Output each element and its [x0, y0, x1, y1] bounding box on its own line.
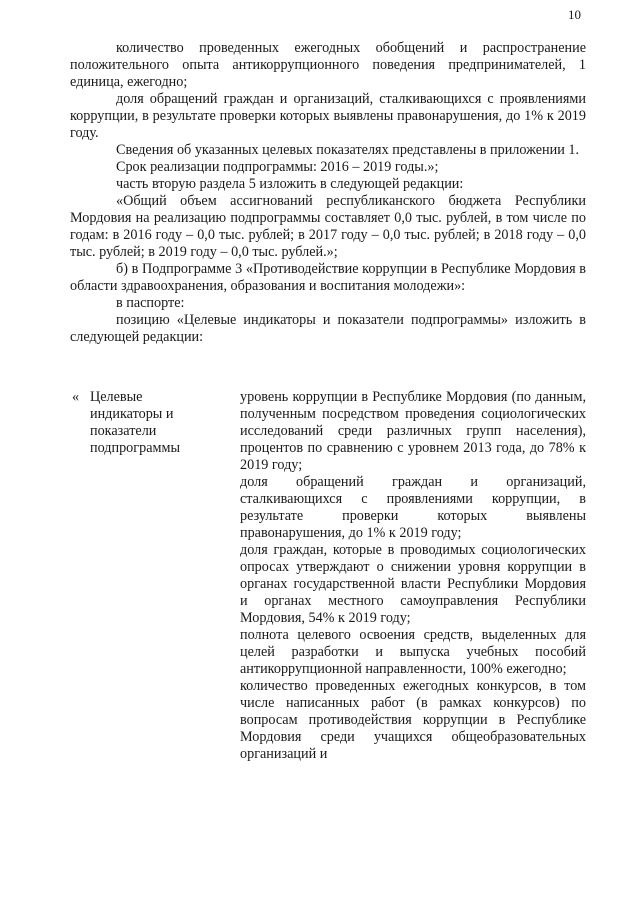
opening-quote: « [72, 389, 80, 405]
table-label [90, 389, 220, 457]
label-line-4: подпрограммы [90, 440, 180, 456]
indicator-item-4: полнота целевого освоения средств, выделенных для целей разработки и выпуска учебных пособий антикоррупционной направленности, 100% ежегодно; [240, 627, 586, 677]
label-line-2: индикаторы и [90, 406, 174, 422]
paragraph-3: Сведения об указанных целевых показателях представлены в приложении 1. [116, 142, 579, 158]
paragraph-2: доля обращений граждан и организаций, сталкивающихся с проявлениями коррупции, в результате проверки которых выявлены правонарушения, до 1% к 2019 году. [70, 91, 586, 141]
indicator-item-5: количество проведенных ежегодных конкурсов, в том числе написанных работ (в рамках конкурсов) по вопросам противодействия коррупции в Республике Мордовия среди учащихся общеобразовательных организаций и [240, 678, 586, 762]
paragraph-7: б) в Подпрограмме 3 «Противодействие коррупции в Республике Мордовия в области здравоохранения, образования и воспитания молодежи»: [70, 261, 586, 294]
label-line-1: Целевые [90, 389, 143, 405]
paragraph-9: позицию «Целевые индикаторы и показатели подпрограммы» изложить в следующей редакции: [70, 312, 586, 345]
label-line-3: показатели [90, 423, 157, 439]
paragraph-8: в паспорте: [116, 295, 185, 311]
document-body [70, 40, 586, 346]
table-value-cell [240, 389, 586, 763]
paragraph-4: Срок реализации подпрограммы: 2016 – 2019 годы.»; [116, 159, 439, 175]
paragraph-5: часть вторую раздела 5 изложить в следующей редакции: [116, 176, 464, 192]
indicator-item-2: доля обращений граждан и организаций, сталкивающихся с проявлениями коррупции, в результате проверки которых выявлены правонарушения, до 1% к 2019 году; [240, 474, 586, 541]
paragraph-6: «Общий объем ассигнований республиканского бюджета Республики Мордовия на реализацию подпрограммы составляет 0,0 тыс. рублей, в том числе по годам: в 2016 году – 0,0 тыс. рублей; в 2017 году – 0,0 тыс. рублей; в 2018 году – 0,0 тыс. рублей; в 2019 году – 0,0 тыс. рублей.»; [70, 193, 586, 260]
indicator-item-3: доля граждан, которые в проводимых социологических опросах утверждают о снижении уровня коррупции в органах государственной власти Республики Мордовия и органах местного самоуправления Республики Мордовия, 54% к 2019 году; [240, 542, 586, 626]
page-number: 10 [568, 7, 581, 22]
indicator-item-1: уровень коррупции в Республике Мордовия (по данным, полученным посредством проведения социологических исследований среди различных групп населения), процентов по сравнению с уровнем 2013 года, до 78% к 2019 году; [240, 389, 586, 473]
paragraph-1: количество проведенных ежегодных обобщений и распространение положительного опыта антикоррупционного поведения предпринимателей, 1 единица, ежегодно; [70, 40, 586, 90]
